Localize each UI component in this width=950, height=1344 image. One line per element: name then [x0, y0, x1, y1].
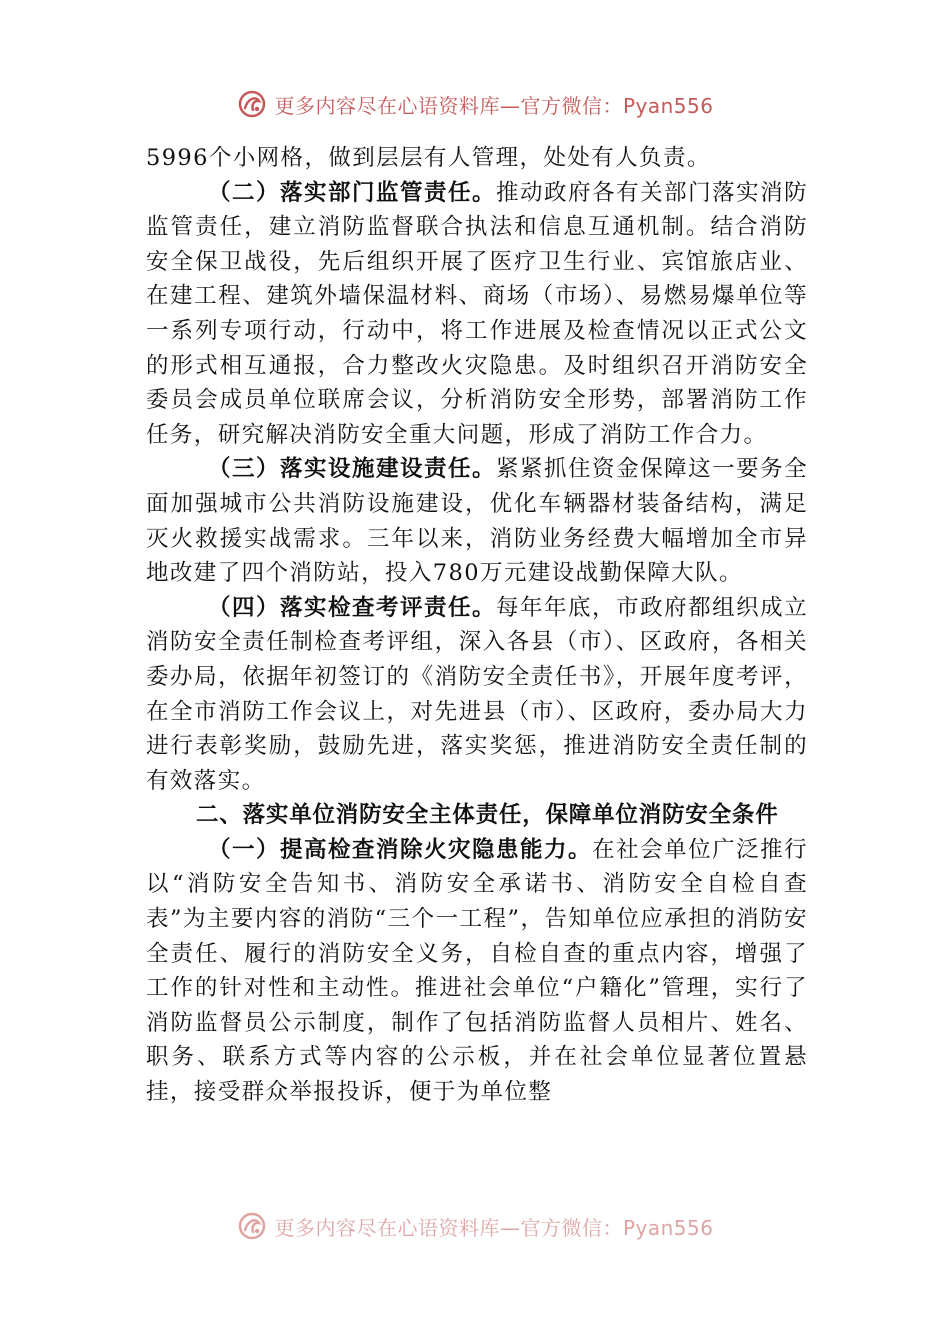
paragraph-facility-construction — [146, 452, 808, 590]
paragraph-text: 推动政府各有关部门落实消防监管责任，建立消防监督联合执法和信息互通机制。结合消防安全保卫战役，先后组织开展了医疗卫生行业、宾馆旅店业、在建工程、建筑外墙保温材料、商场（市场）、易燃易爆单位等一系列专项行动，行动中，将工作进展及检查情况以正式公文的形式相互通报，合力整改火灾隐患。及时组织召开消防安全委员会成员单位联席会议，分析消防安全形势，部署消防工作任务，研究解决消防安全重大问题，形成了消防工作合力。 — [146, 179, 808, 448]
paragraph-hazard-elimination — [146, 833, 808, 1110]
document-body — [146, 141, 808, 1110]
paragraph-lead: （四）落实检查考评责任。 — [208, 594, 497, 621]
watermark-text: 更多内容尽在心语资料库—官方微信：Pyan556 — [274, 93, 714, 118]
watermark-footer — [0, 1206, 950, 1246]
paragraph-text: 在社会单位广泛推行以“消防安全告知书、消防安全承诺书、消防安全自检自查表”为主要内容的消防“三个一工程”，告知单位应承担的消防安全责任、履行的消防安全义务，自检自查的重点内容，增强了工作的针对性和主动性。推进社会单位“户籍化”管理，实行了消防监督员公示制度，制作了包括消防监督人员相片、姓名、职务、联系方式等内容的公示板，并在社会单位显著位置悬挂，接受群众举报投诉，便于为单位整 — [146, 836, 808, 1106]
paragraph-lead: （一）提高检查消除火灾隐患能力。 — [208, 836, 593, 863]
watermark-text: 更多内容尽在心语资料库—官方微信：Pyan556 — [274, 1215, 714, 1240]
watermark-header — [0, 84, 950, 124]
paragraph-department-supervision — [146, 176, 808, 453]
paragraph-continuation: 5996个小网格，做到层层有人管理，处处有人负责。 — [146, 145, 711, 171]
paragraph-text: 紧紧抓住资金保障这一要务全面加强城市公共消防设施建设，优化车辆器材装备结构，满足灭火救援实战需求。三年以来，消防业务经费大幅增加全市异地改建了四个消防站，投入780万元建设战勤保障大队。 — [146, 456, 808, 587]
paragraph-lead: （二）落实部门监管责任。 — [208, 179, 497, 206]
paragraph-text: 每年年底，市政府都组织成立消防安全责任制检查考评组，深入各县（市）、区政府，各相关委办局，依据年初签订的《消防安全责任书》，开展年度考评，在全市消防工作会议上，对先进县（市）、区政府，委办局大力进行表彰奖励，鼓励先进，落实奖惩，推进消防安全责任制的有效落实。 — [146, 594, 808, 794]
section-heading: 二、落实单位消防安全主体责任，保障单位消防安全条件 — [196, 802, 779, 829]
paragraph-lead: （三）落实设施建设责任。 — [208, 456, 497, 483]
paragraph-inspection-evaluation — [146, 591, 808, 799]
swirl-logo-icon — [236, 88, 268, 120]
swirl-logo-icon — [236, 1210, 268, 1242]
